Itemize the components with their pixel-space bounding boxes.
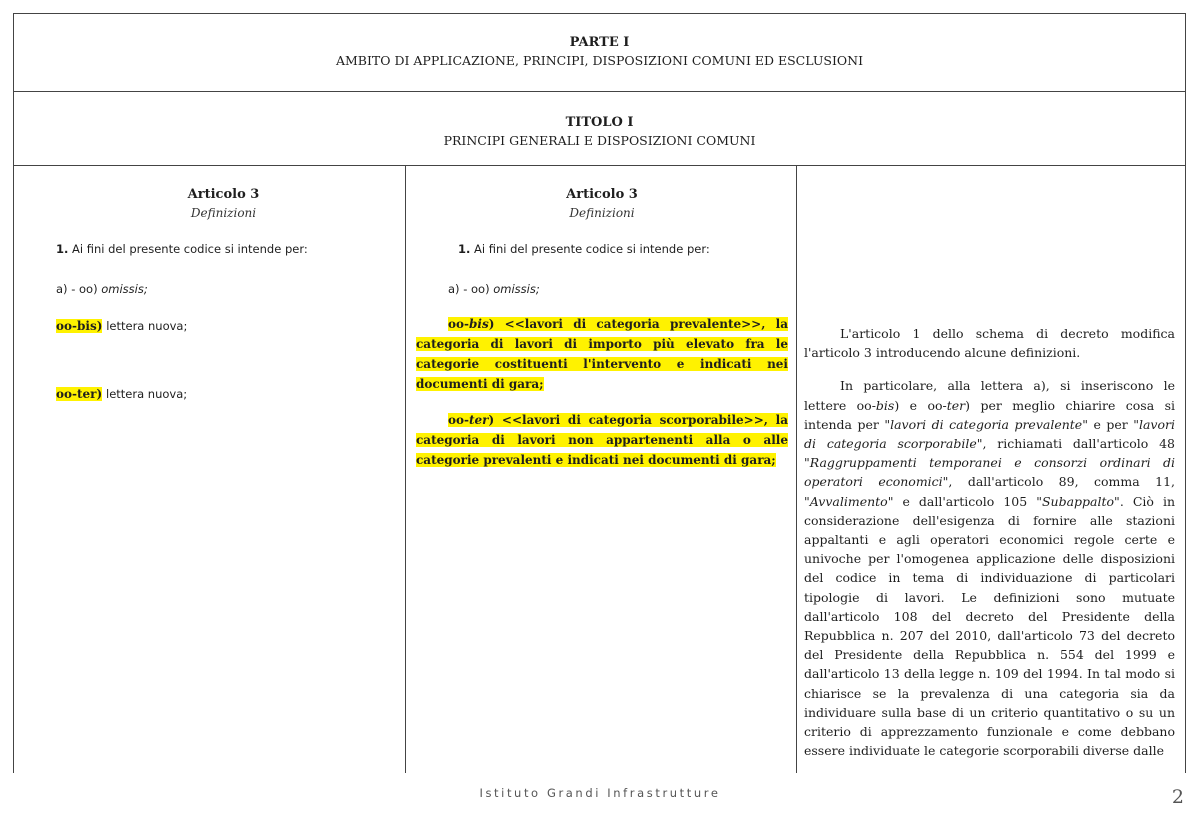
comma-text: Ai fini del presente codice si intende per: <box>474 242 710 256</box>
amended-text-column <box>406 166 796 773</box>
text-run: "Raggruppamenti temporanei e consorzi ordinari di operatori economici" <box>804 455 1175 490</box>
title-heading: TITOLO I <box>565 115 634 130</box>
text-run: bis <box>875 397 895 413</box>
omissis-text: omissis; <box>493 282 540 296</box>
letter-label: oo-bis) <box>56 319 103 333</box>
letter-definition: <<lavori di categoria scorporabile>>, la categoria di lavori non appartenenti alla o alle categorie prevalenti e indicati nei documenti di gara; <box>416 413 788 467</box>
part-header <box>14 14 1185 92</box>
article-title: Articolo 3 <box>566 187 638 202</box>
letter-label: oo-ter) <box>56 387 103 401</box>
footer-organization: Istituto Grandi Infrastrutture <box>479 786 721 800</box>
text-run: e dall'articolo 105 <box>893 493 1037 509</box>
letter-label-suffix: bis <box>469 317 489 331</box>
omissis-text: omissis; <box>101 282 148 296</box>
text-run: , richiamati dall'articolo 48 <box>982 436 1175 452</box>
letter-text: lettera nuova; <box>106 319 188 333</box>
current-text-column <box>14 166 405 773</box>
text-run: e per <box>1087 416 1134 432</box>
letter-text <box>416 317 788 391</box>
letter-oo-bis <box>56 316 391 336</box>
letter-definition: <<lavori di categoria prevalente>>, la categoria di lavori di importo più elevato fra le categorie costituenti l'intervento e indicati nei documenti di gara; <box>416 317 788 391</box>
part-title: PARTE I <box>569 35 630 50</box>
letters-omitted <box>416 280 788 298</box>
comma-1 <box>56 240 391 258</box>
text-run: , dall'articolo 89, comma 11, <box>948 474 1175 490</box>
text-run: "lavori di categoria scorporabile" <box>804 416 1175 452</box>
letters-omitted <box>56 280 391 298</box>
letter-label-paren: ) <box>488 413 495 427</box>
text-run: In particolare, alla lettera a), si inseriscono le lettere oo- <box>804 378 1175 413</box>
page-number: 2 <box>1171 786 1184 808</box>
letter-oo-ter <box>56 384 391 404</box>
text-run: . Ciò in considerazione dell'esigenza di fornire alle stazioni appaltanti e agli operatori economici regole certe e univoche per l'omogenea applicazione delle disposizioni del codice in tema di individuazione di particolari tipologie di lavori. Le definizioni sono mutuate dall'articolo 108 del decreto del Presidente della Repubblica n. 207 del 2010, dall'articolo 73 del decreto del Presidente della Repubblica n. 554 del 1999 e dall'articolo 13 della legge n. 109 del 1994. In tal modo si chiarisce se la prevalenza di una categoria sia da individuare sulla base di un criterio quantitativo o su un criterio di apprezzamento funzionale e come debbano essere individuate le categorie scorporabili diverse dalle <box>804 493 1175 759</box>
comma-1 <box>416 240 788 258</box>
commentary-paragraph: L'articolo 1 dello schema di decreto modifica l'articolo 3 introducendo alcune definizioni. <box>804 326 1175 361</box>
comma-text: Ai fini del presente codice si intende per: <box>72 242 308 256</box>
letter-label-prefix: oo- <box>448 317 469 331</box>
article-subtitle: Definizioni <box>569 206 635 220</box>
text-run: "Avvalimento" <box>804 493 894 509</box>
letters-range: a) - oo) <box>56 282 98 296</box>
comma-number: 1. <box>56 242 69 256</box>
letter-label-prefix: oo- <box>448 413 469 427</box>
document-table <box>13 13 1186 773</box>
text-run: "Subappalto" <box>1036 493 1120 509</box>
title-header <box>14 92 1185 166</box>
commentary-column <box>797 166 1185 773</box>
part-subtitle: AMBITO DI APPLICAZIONE, PRINCIPI, DISPOSIZIONI COMUNI ED ESCLUSIONI <box>335 53 864 68</box>
comma-number: 1. <box>458 242 471 256</box>
article-title: Articolo 3 <box>187 187 260 202</box>
letter-label-suffix: ter <box>469 413 489 427</box>
letter-oo-ter <box>416 410 788 470</box>
letter-text: lettera nuova; <box>106 387 188 401</box>
letter-text <box>416 413 788 467</box>
letter-oo-bis <box>416 314 788 394</box>
text-run: ) e oo- <box>894 397 947 413</box>
text-run: ter <box>946 397 966 413</box>
commentary-paragraph <box>804 376 1175 760</box>
letter-label-paren: ) <box>488 317 495 331</box>
title-subtitle: PRINCIPI GENERALI E DISPOSIZIONI COMUNI <box>443 133 756 148</box>
text-run: ) per meglio chiarire cosa si intenda per <box>804 397 1176 432</box>
text-run: "lavori di categoria prevalente" <box>884 416 1088 432</box>
article-subtitle: Definizioni <box>190 206 257 220</box>
letters-range: a) - oo) <box>448 282 490 296</box>
